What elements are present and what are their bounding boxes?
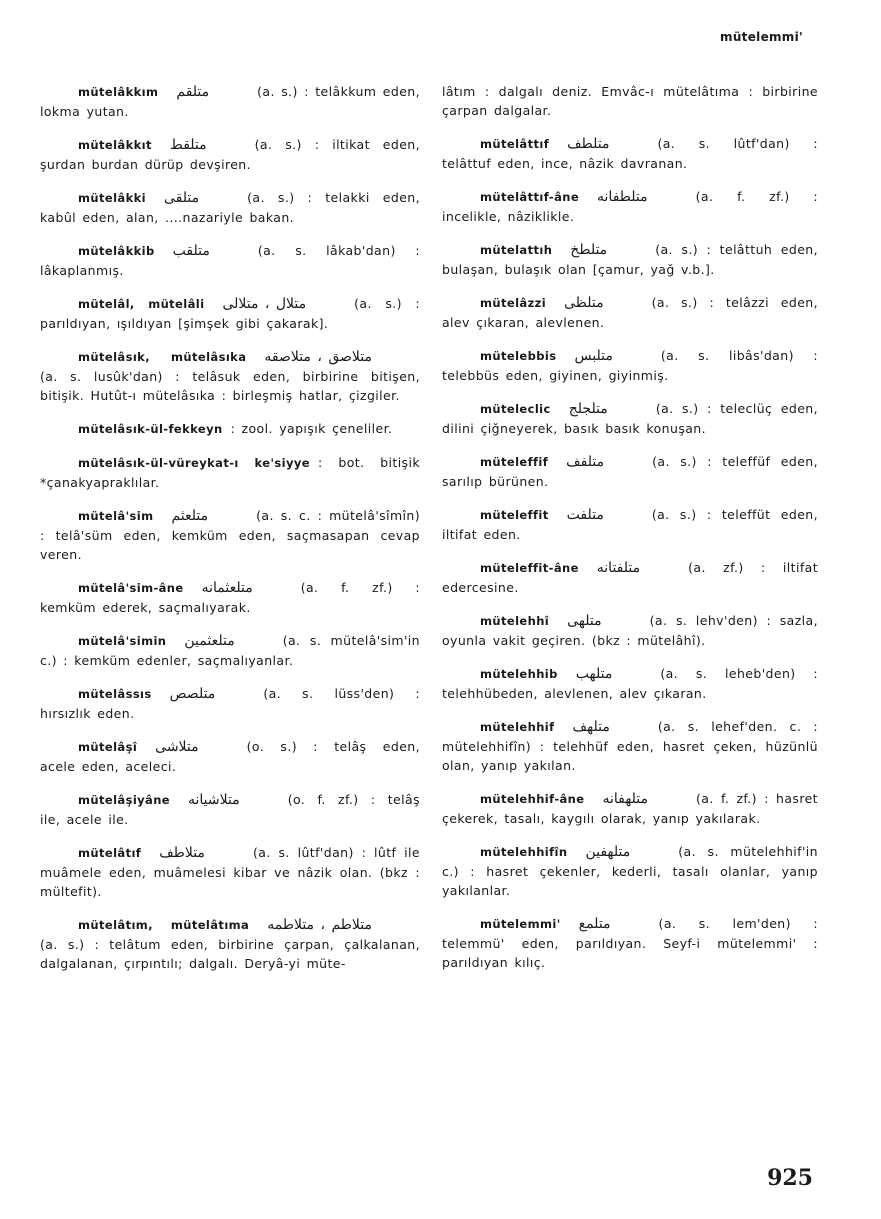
entry-headword: mütelâ'sim-âne [78,581,184,595]
entry-headword: müteleffif [480,455,549,469]
entry-arabic-script: متلاطم ، متلاطمه [267,917,372,933]
dictionary-entry [442,914,818,972]
entry-definition: (a. s. leheb'den) : telehhübeden, alevlenen, alev çıkaran. [442,666,818,701]
entry-headword: mütelâkki [78,191,147,205]
entry-definition: (a. s.) : teleffüt eden, iltifat eden. [442,507,818,542]
entry-arabic-script: متلاشى [155,739,199,755]
dictionary-entry [40,82,420,121]
dictionary-entry [442,346,818,385]
entry-definition: (o. s.) : telâş eden, acele eden, aceleci. [40,739,420,774]
entry-headword: mütelehhib [480,667,558,681]
entry-definition: (a. s. lehv'den) : sazla, oyunla vakit geçiren. (bkz : mütelâhî). [442,613,818,648]
dictionary-entry [40,915,420,973]
entry-arabic-script: متلقم [176,84,210,100]
entry-headword: mütelâl, mütelâli [78,297,205,311]
entry-arabic-script: متلعثمانه [201,580,253,596]
dictionary-entry [40,790,420,829]
entry-headword: mütelehhif-âne [480,792,585,806]
entry-headword: mütelâzzi [480,296,547,310]
entry-definition: (a. s. lâkab'dan) : lâkaplanmış. [40,243,420,278]
entry-definition: : bot. bitişik *çanakyapraklılar. [40,455,420,490]
entry-definition: (a. f. zf.) : kemküm ederek, saçmalıyarak. [40,580,420,615]
entry-headword: müteleffit-âne [480,561,579,575]
left-column [40,82,420,987]
entry-definition: (a. s. lüss'den) : hırsızlık eden. [40,686,420,721]
entry-headword: mütelâssıs [78,687,152,701]
entry-definition: (a. s.) : teleffüf eden, sarılıp bürünen. [442,454,818,489]
entry-arabic-script: متلال ، متلالى [222,296,307,312]
entry-arabic-script: متلهب [575,666,613,682]
dictionary-entry [40,135,420,174]
entry-definition: (a. zf.) : iltifat edercesine. [442,560,818,595]
entry-arabic-script: متلهف [572,719,610,735]
entry-headword: müteleclic [480,402,551,416]
entry-arabic-script: متلقط [169,137,207,153]
entry-definition: (a. f. zf.) : incelikle, nâziklikle. [442,189,818,224]
entry-headword: mütelâttıf [480,137,550,151]
entry-definition: (a. s.) : teleclüç eden, dilini çiğneyerek, basık basık konuşan. [442,401,818,436]
entry-arabic-script: متلاشيانه [188,792,240,808]
dictionary-entry [40,684,420,723]
entry-headword: mütelemmi' [480,917,561,931]
dictionary-entry [442,240,818,279]
entry-headword: mütelâşî [78,740,138,754]
entry-arabic-script: متلهفانه [602,791,649,807]
entry-headword: mütelehhif [480,720,555,734]
entry-definition: (a. s.) : telâttuh eden, bulaşan, bulaşık olan [çamur, yağ v.b.]. [442,242,818,277]
entry-arabic-script: متلفت [566,507,604,523]
dictionary-entry [40,843,420,901]
dictionary-entry [442,505,818,544]
entry-arabic-script: متلبس [574,348,613,364]
dictionary-entry [442,82,818,120]
entry-definition: (a. s. lehef'den. c. : mütelehhifîn) : telehhüf eden, hasret çeken, hüzünlü olan, yanıp yakılan. [442,719,818,773]
entry-arabic-script: متلصص [169,686,216,702]
entry-definition: (a. s. lusûk'dan) : telâsuk eden, birbirine bitişen, bitişik. Hutût-ı mütelâsıka : birleşmiş hatlar, çizgiler. [40,369,420,403]
entry-definition: (a. s. lem'den) : telemmü' eden, parıldıyan. Seyf-i mütelemmi' : parıldıyan kılıç. [442,916,818,970]
dictionary-entry [442,789,818,828]
entry-headword: müteleffit [480,508,549,522]
entry-definition: (a. s. libâs'dan) : telebbüs eden, giyinen, giyinmiş. [442,348,818,383]
entry-headword: mütelâkkım [78,85,159,99]
entry-arabic-script: متلمع [578,916,611,932]
entry-definition: (a. s. c. : mütelâ'sîmîn) : telâ'süm eden, kemküm eden, saçmasapan cevap veren. [40,508,420,562]
entry-headword: mütelâtıf [78,846,142,860]
entry-arabic-script: متلهى [567,613,602,629]
entry-headword: mütelattıh [480,243,553,257]
dictionary-entry [442,842,818,900]
entry-headword: mütelâ'simin [78,634,167,648]
entry-definition: (a. s. lûtf'dan) : lûtf ile muâmele eden, muâmelesi kibar ve nâzik olan. (bkz : mültefit). [40,845,420,899]
entry-definition: (a. s.) : telâzzi eden, alev çıkaran, alevlenen. [442,295,818,330]
entry-definition: (a. s.) : telâkkum eden, lokma yutan. [40,84,420,119]
page-number: 925 [767,1165,813,1191]
entry-headword: mütelehhifîn [480,845,568,859]
entry-headword: mütelâsık, mütelâsıka [78,350,247,364]
entry-definition: (a. s. mütelehhif'in c.) : hasret çekenler, kederli, tasalı olanlar, yanıp yakılanlar. [442,844,818,898]
entry-arabic-script: متلاطف [159,845,205,861]
dictionary-entry [40,453,420,492]
entry-arabic-script: متلظى [564,295,604,311]
entry-headword: mütelâkkib [78,244,155,258]
entry-arabic-script: متلعثمين [184,633,235,649]
entry-arabic-script: متلطف [567,136,610,152]
entry-arabic-script: متلفتانه [596,560,641,576]
entry-definition: (a. s. lûtf'dan) : telâttuf eden, ince, nâzik davranan. [442,136,818,171]
dictionary-entry [442,717,818,775]
entry-definition: (a. s.) : parıldıyan, ışıldıyan [şimşek gibi çakarak]. [40,296,420,331]
entry-arabic-script: متلجلج [568,401,608,417]
entry-headword: mütelâttıf-âne [480,190,580,204]
entry-definition: (o. f. zf.) : telâş ile, acele ile. [40,792,420,827]
right-column [442,82,818,986]
dictionary-entry [40,294,420,333]
entry-definition: (a. s.) : iltikat eden, şurdan burdan dürüp devşiren. [40,137,420,172]
entry-arabic-script: متلطخ [570,242,608,258]
entry-definition: (a. s. mütelâ'sim'in c.) : kemküm edenler, saçmalıyanlar. [40,633,420,668]
entry-definition: lâtım : dalgalı deniz. Emvâc-ı mütelâtıma : birbirine çarpan dalgalar. [442,84,818,118]
entry-arabic-script: متلقى [164,190,200,206]
entry-headword: mütelehhî [480,614,550,628]
entry-definition: (a. s.) : telâtum eden, birbirine çarpan, çalkalanan, dalgalanan, çırpıntılı; dalgalı. Deryâ-yi müte- [40,937,420,971]
entry-arabic-script: متلفف [566,454,605,470]
dictionary-entry [442,452,818,491]
dictionary-entry [40,578,420,617]
dictionary-entry [442,134,818,173]
dictionary-entry [442,664,818,703]
entry-headword: mütelâkkıt [78,138,152,152]
dictionary-entry [442,558,818,597]
dictionary-entry [442,293,818,332]
entry-headword: mütelebbis [480,349,557,363]
entry-arabic-script: متلعثم [171,508,209,524]
entry-definition: : zool. yapışık çeneliler. [230,421,393,436]
entry-headword: mütelâsık-ül-fekkeyn [78,422,223,436]
entry-arabic-script: متلهفين [585,844,631,860]
dictionary-entry [40,347,420,405]
entry-headword: mütelâşiyâne [78,793,170,807]
dictionary-entry [442,399,818,438]
entry-arabic-script: متلاصق ، متلاصقه [264,349,372,365]
running-header: mütelemmi' [720,30,803,44]
dictionary-entry [442,187,818,226]
dictionary-entry [40,241,420,280]
dictionary-entry [40,631,420,670]
entry-headword: mütelâtım, mütelâtıma [78,918,250,932]
dictionary-entry [442,611,818,650]
entry-definition: (a. s.) : telakki eden, kabûl eden, alan, ....nazariyle bakan. [40,190,420,225]
dictionary-entry [40,737,420,776]
dictionary-entry [40,419,420,439]
entry-headword: mütelâsık-ül-vüreykat-ı ke'siyye [78,456,310,470]
entry-arabic-script: متلطفانه [597,189,648,205]
dictionary-entry [40,188,420,227]
entry-definition: (a. f. zf.) : hasret çekerek, tasalı, kaygılı olarak, yanıp yakılarak. [442,791,818,826]
entry-arabic-script: متلقب [172,243,210,259]
dictionary-entry [40,506,420,564]
entry-headword: mütelâ'sim [78,509,154,523]
